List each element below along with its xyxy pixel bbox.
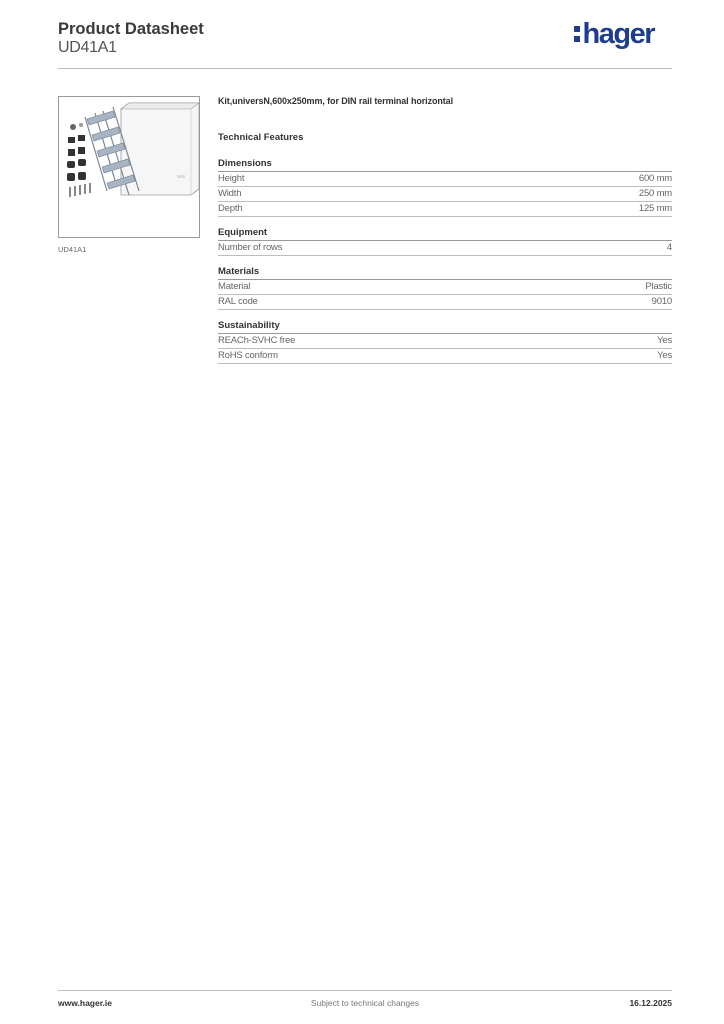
row-label: Number of rows — [218, 242, 283, 253]
table-row — [218, 280, 672, 295]
table-row — [218, 295, 672, 310]
footer-note: Subject to technical changes — [310, 998, 420, 1008]
row-label: Material — [218, 281, 251, 292]
footer-date: 16.12.2025 — [629, 998, 672, 1008]
row-label: RoHS conform — [218, 350, 278, 361]
dimensions-section — [218, 158, 672, 217]
table-row — [218, 172, 672, 187]
table-row — [218, 187, 672, 202]
section-title: Materials — [218, 266, 672, 280]
materials-section — [218, 266, 672, 310]
table-row — [218, 334, 672, 349]
hager-logo — [574, 18, 654, 51]
row-value: 600 mm — [638, 173, 672, 184]
section-title: Equipment — [218, 227, 672, 241]
row-value: Yes — [657, 335, 672, 346]
website-link[interactable]: www.hager.ie — [58, 998, 113, 1008]
table-row — [218, 202, 672, 217]
row-value: 4 — [666, 242, 672, 253]
row-label: Width — [218, 188, 242, 199]
section-title: Sustainability — [218, 320, 672, 334]
page-header — [58, 20, 672, 70]
table-row — [218, 241, 672, 256]
row-value: 125 mm — [638, 203, 672, 214]
logo-text: hager — [582, 18, 654, 50]
footer-divider — [58, 990, 672, 991]
row-value: Plastic — [645, 281, 672, 292]
product-image — [58, 96, 200, 238]
row-label: Height — [218, 173, 245, 184]
product-code: UD41A1 — [58, 39, 117, 56]
logo-colon-icon — [574, 23, 580, 45]
table-row — [218, 349, 672, 364]
technical-features-heading: Technical Features — [218, 132, 304, 143]
product-kit-illustration — [59, 97, 199, 237]
row-label: Depth — [218, 203, 243, 214]
image-caption: UD41A1 — [58, 245, 87, 254]
row-value: 9010 — [651, 296, 672, 307]
page-title: Product Datasheet — [58, 20, 204, 38]
row-label: REACh-SVHC free — [218, 335, 296, 346]
header-divider — [58, 68, 672, 69]
product-description: Kit,universN,600x250mm, for DIN rail terminal horizontal — [218, 96, 453, 106]
product-details — [218, 96, 672, 374]
equipment-section — [218, 227, 672, 256]
section-title: Dimensions — [218, 158, 672, 172]
row-label: RAL code — [218, 296, 258, 307]
row-value: Yes — [657, 350, 672, 361]
sustainability-section — [218, 320, 672, 364]
row-value: 250 mm — [638, 188, 672, 199]
